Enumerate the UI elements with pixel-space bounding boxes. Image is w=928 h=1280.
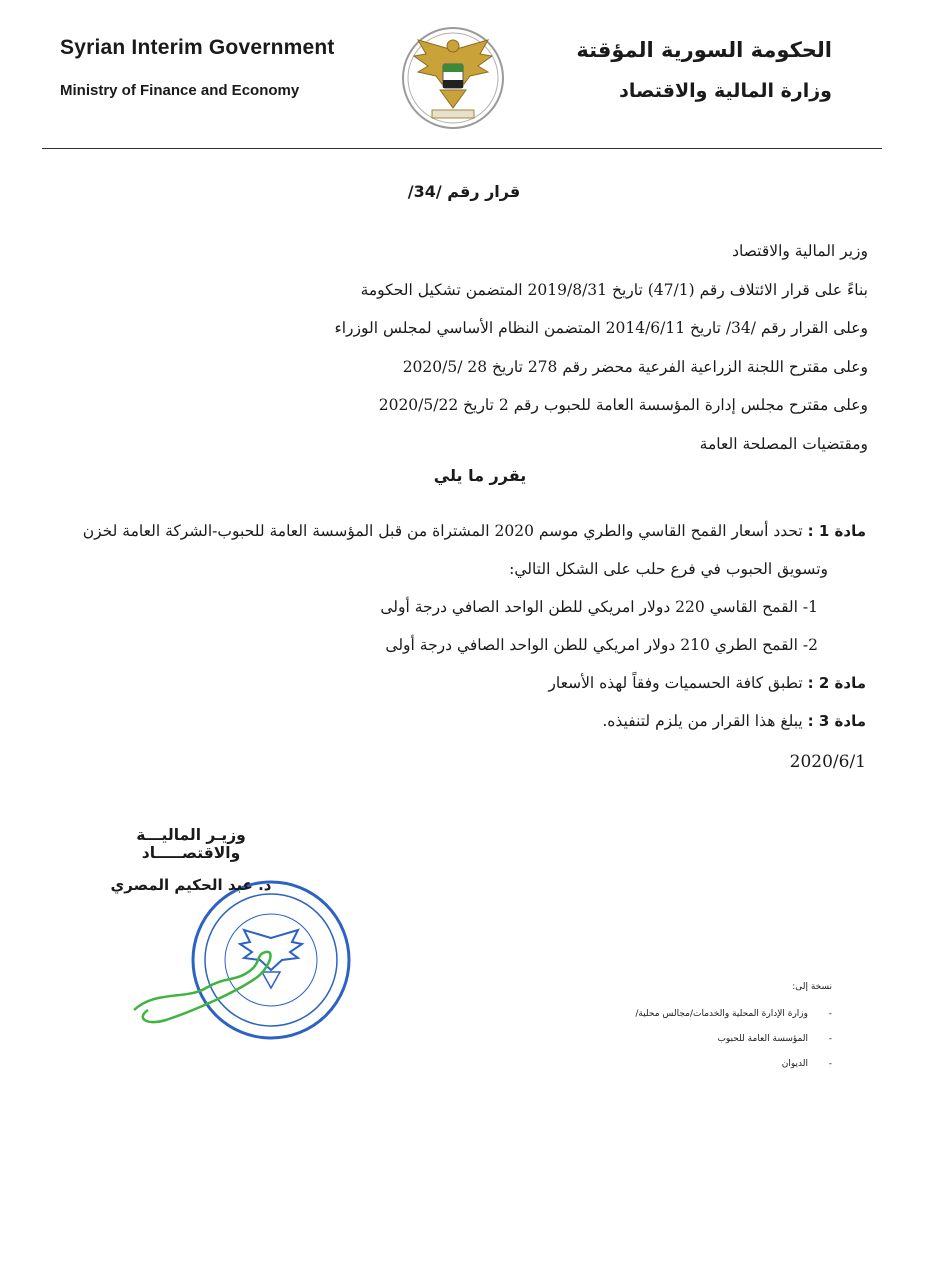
article-3 [46, 702, 866, 740]
copies-bullet: - [828, 1009, 832, 1019]
article-2-label: مادة 2 : [807, 674, 866, 692]
header-government-en: Syrian Interim Government [60, 36, 335, 59]
copies-item-text: المؤسسة العامة للحبوب [717, 1034, 808, 1044]
copies-item-text: الديوان [781, 1059, 808, 1069]
copies-item [532, 1052, 832, 1077]
article-2 [46, 664, 866, 702]
copies-bullet: - [828, 1034, 832, 1044]
decision-date: 2020/6/1 [789, 752, 866, 772]
preamble-line: وزير المالية والاقتصاد [732, 242, 868, 260]
header-ministry-ar: وزارة المالية والاقتصاد [619, 80, 832, 102]
decides-heading: يقرر ما يلي [433, 466, 527, 485]
copies-item [532, 1027, 832, 1052]
preamble-line: وعلى مقترح اللجنة الزراعية الفرعية محضر رقم 278 تاريخ 28 /2020/5 [402, 357, 868, 376]
article-1-item: 2- القمح الطري 210 دولار امريكي للطن الواحد الصافي درجة أولى [385, 636, 818, 654]
decision-title: قرار رقم /34/ [407, 182, 521, 201]
article-1 [46, 512, 866, 550]
header-divider [42, 148, 882, 149]
article-1-item: 1- القمح القاسي 220 دولار امريكي للطن الواحد الصافي درجة أولى [380, 598, 818, 616]
copies-list [532, 982, 832, 1077]
copies-item [532, 1002, 832, 1027]
article-3-label: مادة 3 : [807, 712, 866, 730]
article-2-text: تطبق كافة الحسميات وفقاً لهذه الأسعار [548, 674, 808, 692]
minister-title: وزيـر الماليـــة والاقتصـــــاد [136, 826, 246, 862]
header-government-ar: الحكومة السورية المؤقتة [576, 38, 832, 62]
preamble-line: وعلى مقترح مجلس إدارة المؤسسة العامة للحبوب رقم 2 تاريخ 2020/5/22 [378, 396, 868, 414]
copies-heading: نسخة إلى: [792, 982, 832, 992]
header-arabic [492, 38, 832, 102]
preamble [58, 232, 868, 463]
copies-item-text: وزارة الإدارة المحلية والخدمات/مجالس محلية/ [635, 1009, 808, 1019]
preamble-line: وعلى القرار رقم /34/ تاريخ 2014/6/11 المتضمن النظام الأساسي لمجلس الوزراء [334, 319, 868, 337]
header-english [60, 36, 380, 99]
preamble-line: ومقتضيات المصلحة العامة [699, 434, 868, 453]
article-1-continuation: وتسويق الحبوب في فرع حلب على الشكل التالي: [509, 560, 828, 578]
header-ministry-en: Ministry of Finance and Economy [60, 82, 300, 99]
minister-name: د. عبد الحكيم المصري [110, 876, 272, 894]
article-1-label: مادة 1 : [807, 522, 866, 540]
copies-bullet: - [828, 1059, 832, 1069]
articles [46, 512, 866, 740]
article-1-text: تحدد أسعار القمح القاسي والطري موسم 2020 المشتراة من قبل المؤسسة العامة للحبوب-الشركة العامة لخزن [82, 522, 808, 540]
article-3-text: يبلغ هذا القرار من يلزم لتنفيذه. [602, 712, 808, 730]
preamble-line: بناءً على قرار الائتلاف رقم (47/1) تاريخ 2019/8/31 المتضمن تشكيل الحكومة [360, 280, 868, 299]
